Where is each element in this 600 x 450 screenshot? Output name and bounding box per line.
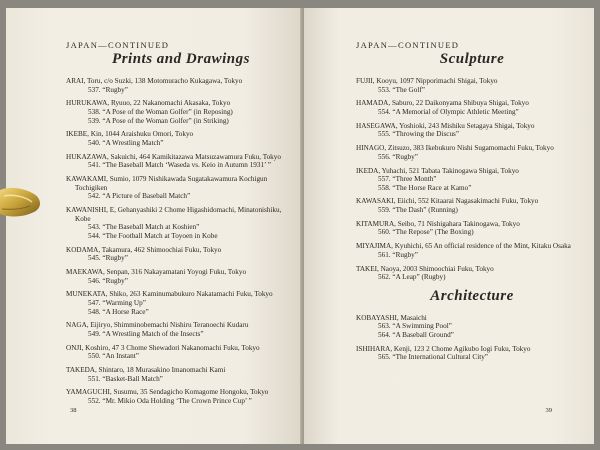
work-title: 559. “The Dash” (Running): [378, 206, 458, 215]
section-title: Sculpture: [439, 51, 505, 67]
page-number: 38: [70, 407, 77, 414]
catalog-entry: [356, 77, 588, 94]
work-title: 537. “Rugby”: [88, 85, 128, 94]
work-title: 550. “An Instant”: [88, 352, 139, 361]
catalog-entry: [66, 130, 296, 147]
running-head: JAPAN—CONTINUED: [356, 40, 460, 50]
artist-line: HASEGAWA, Yoshioki, 243 Mishiku Setagaya Shigai, Tokyo: [356, 121, 535, 130]
catalog-entry: [66, 388, 296, 405]
catalog-entry: [356, 167, 588, 193]
left-page: [6, 8, 302, 444]
section-title-prints: Prints and Drawings: [112, 51, 250, 67]
artist-line: HUKAZAWA, Sakuichi, 464 Kamikitazawa Matsuzawamura Fuku, Tokyo: [66, 152, 281, 161]
artist-line: IKEBE, Kin, 1044 Araishuku Omori, Tokyo: [66, 130, 194, 139]
work-title: 545. “Rugby”: [88, 254, 128, 263]
artist-line: FUJII, Kooyu, 1097 Nipporimachi Shigai, Tokyo: [356, 77, 498, 85]
artist-line: KAWANISHI, E, Gehanyashiki 2 Chome Higashidomachi, Minatonishiku, Kobe: [66, 206, 282, 223]
section-list: [356, 51, 588, 362]
catalog-entry: [66, 290, 296, 316]
catalog-entry: [66, 344, 296, 361]
work-title: 555. “Throwing the Discus”: [378, 130, 460, 139]
right-page: [304, 8, 594, 444]
entry-list: [356, 314, 588, 362]
artist-line: ONJI, Koshiro, 47 3 Chome Shewadori Nakanomachi Fuku, Tokyo: [66, 343, 260, 352]
page-number: 39: [545, 407, 552, 414]
work-title: 539. “A Pose of the Woman Golfer” (in Striking): [88, 116, 229, 125]
catalog-entry: [356, 197, 588, 214]
artist-line: KAWASAKI, Eiichi, 552 Kitaarai Nagasakimachi Fuku, Tokyo: [356, 197, 539, 206]
catalog-section: [356, 288, 588, 362]
catalog-entry: [356, 99, 588, 116]
catalog-entry: [356, 265, 588, 282]
artist-line: HAMADA, Saburo, 22 Daikonyama Shibuya Shigai, Tokyo: [356, 99, 529, 108]
catalog-entry: [66, 366, 296, 383]
artist-line: NAGA, Eijiryo, Shimminobemachi Nishiru Teranoechi Kudaru: [66, 321, 249, 330]
artist-line: YAMAGUCHI, Susumu, 35 Sendagicho Komagome Hongoku, Tokyo: [66, 388, 269, 397]
work-title: 565. “The International Cultural City”: [378, 353, 488, 362]
catalog-entry: [356, 220, 588, 237]
work-title: 562. “A Leap” (Rugby): [378, 273, 446, 282]
work-title: 558. “The Horse Race at Kamo”: [378, 183, 472, 192]
artist-line: TAKEDA, Shintaro, 18 Murasakino Imanomachi Kami: [66, 366, 226, 375]
open-book: [6, 8, 594, 444]
work-title: 554. “A Memorial of Olympic Athletic Meeting”: [378, 107, 519, 116]
catalog-entry: [66, 77, 296, 94]
catalog-entry: [66, 268, 296, 285]
artist-line: ISHIHARA, Kenji, 123 2 Chome Agikubo Iogi Fuku, Tokyo: [356, 344, 531, 353]
work-title: 560. “The Repose” (The Boxing): [378, 228, 474, 237]
catalog-entry: [356, 122, 588, 139]
catalog-entry: [66, 246, 296, 263]
artist-line: HURUKAWA, Ryuuo, 22 Nakanomachi Akasaka, Tokyo: [66, 99, 231, 108]
work-title: 540. “A Wrestling Match”: [88, 138, 164, 147]
catalog-section: [356, 51, 588, 282]
work-title: 561. “Rugby”: [378, 250, 418, 259]
catalog-entry: [356, 144, 588, 161]
catalog-entry: [356, 242, 588, 259]
work-title: 553. “The Golf”: [378, 85, 425, 94]
work-title: 551. “Basket-Ball Match”: [88, 374, 163, 383]
work-title: 547. “Warming Up”: [88, 298, 146, 307]
work-title: 542. “A Picture of Baseball Match”: [88, 192, 191, 201]
catalog-entry: [66, 321, 296, 338]
work-title: 557. “Three Month”: [378, 175, 437, 184]
artist-line: KITAMURA, Seibo, 71 Nishigahara Takinogawa, Tokyo: [356, 219, 520, 228]
catalog-entry: [66, 99, 296, 125]
artist-line: MIYAJIMA, Kyuhichi, 65 An official residence of the Mint, Kitaku Osaka: [356, 242, 571, 251]
artist-line: IKEDA, Yuhachi, 521 Tabata Takinogawa Shigai, Tokyo: [356, 166, 519, 175]
gold-clip-icon: [0, 182, 44, 222]
work-title: 563. “A Swimming Pool”: [378, 322, 452, 331]
entry-list: [356, 77, 588, 282]
work-title: 541. “The Baseball Match ‘Waseda vs. Keio in Autumn 1931’ ”: [88, 161, 271, 170]
catalog-entry: [66, 175, 296, 201]
artist-line: ARAI, Toru, c/o Suzki, 138 Motomuracho Kukagawa, Tokyo: [66, 77, 243, 85]
artist-line: MAEKAWA, Senpan, 316 Nakayamatani Yoyogi Fuku, Tokyo: [66, 268, 247, 276]
catalog-entry: [66, 206, 296, 240]
running-head: JAPAN—CONTINUED: [66, 40, 170, 50]
work-title: 543. “The Baseball Match at Koshien”: [88, 223, 200, 232]
artist-line: KAWAKAMI, Sumio, 1079 Nishikawada Sugatakawamura Kochigun Tochigiken: [66, 175, 268, 192]
catalog-entry: [66, 153, 296, 170]
section-title: Architecture: [430, 287, 514, 304]
work-title: 546. “Rugby”: [88, 276, 128, 285]
work-title: 552. “Mr. Mikio Oda Holding ‘The Crown Prince Cup’ ”: [88, 397, 252, 406]
artist-line: TAKEI, Naoya, 2003 Shimoochiai Fuku, Tokyo: [356, 264, 494, 273]
work-title: 548. “A Horse Race”: [88, 307, 149, 316]
work-title: 556. “Rugby”: [378, 152, 418, 161]
work-title: 564. “A Baseball Ground”: [378, 330, 454, 339]
catalog-entry: [356, 345, 588, 362]
catalog-entry: [356, 314, 588, 340]
artist-line: KOBAYASHI, Masaichi: [356, 313, 427, 322]
entry-list: [66, 77, 296, 406]
artist-line: HINAGO, Zitsuzo, 383 Ikebukuro Nishi Sugamomachi Fuku, Tokyo: [356, 144, 554, 153]
artist-line: MUNEKATA, Shiko, 263 Kaminumabukuro Nakatamachi Fuku, Tokyo: [66, 290, 273, 299]
work-title: 549. “A Wrestling Match of the Insects”: [88, 329, 204, 338]
work-title: 538. “A Pose of the Woman Golfer” (in Reposing): [88, 107, 233, 116]
work-title: 544. “The Football Match at Toyoen in Kobe: [88, 231, 218, 240]
artist-line: KODAMA, Takamura, 462 Shimoochiai Fuku, Tokyo: [66, 245, 222, 254]
